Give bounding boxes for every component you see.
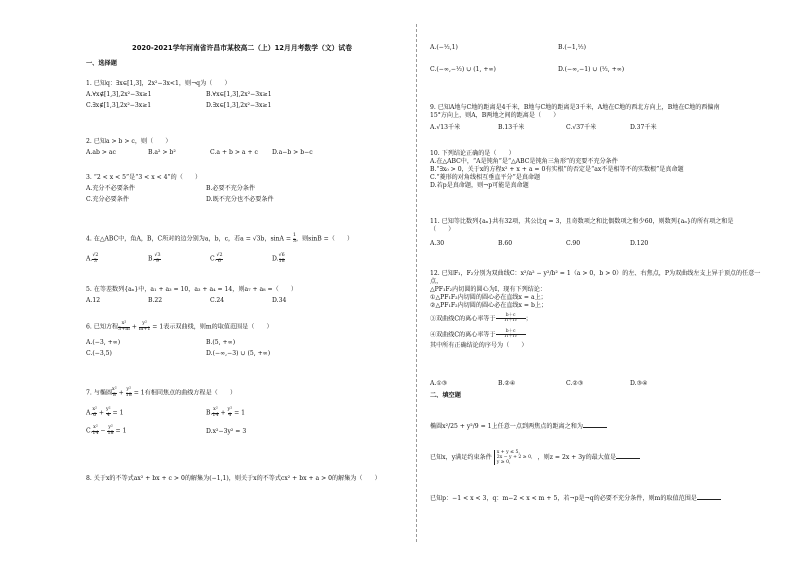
option-b[interactable]: B.(−1,½) bbox=[558, 44, 586, 51]
option-c[interactable]: C.√37千米 bbox=[566, 124, 597, 131]
statement-4: ④双曲线C的离心率等于 $\frac{b+c}{\text{r₁＋r₂}}$ bbox=[430, 330, 760, 340]
question-6 bbox=[86, 321, 398, 357]
question-12 bbox=[430, 270, 761, 387]
question-8 bbox=[86, 475, 398, 483]
option-b[interactable]: B. $\frac{√3}{9}$ bbox=[148, 253, 161, 264]
answer-blank[interactable] bbox=[616, 453, 640, 459]
option-d[interactable]: D.x²−3y² = 3 bbox=[206, 428, 247, 435]
option-c[interactable]: C.(−∞,−½) ∪ (1, +∞) bbox=[430, 66, 496, 73]
option-d[interactable]: D.a−b > b−c bbox=[272, 149, 313, 156]
option-a[interactable]: A.30 bbox=[430, 240, 445, 247]
option-b[interactable]: B.∀x∈[1,3],2x²−3x≥1 bbox=[206, 91, 272, 98]
option-a[interactable]: A.ab > ac bbox=[86, 149, 116, 156]
question-11-stem: 11. 已知等比数列{aₙ}共有32项，其公比q = 3，且奇数项之和比偶数项之和少60，则数列{aₙ}的所有项之和是 bbox=[430, 218, 734, 225]
option-b[interactable]: B.22 bbox=[148, 297, 163, 304]
question-12-stem: 12. 已知F₁，F₂分别为双曲线C：x²/a² − y²/b² = 1（a > 0，b > 0）的左、右焦点，P为双曲线左支上异于顶点的任意一 bbox=[430, 270, 761, 277]
option-b[interactable]: B.②④ bbox=[498, 380, 516, 387]
option-a[interactable]: A.∀x∉[1,3],2x²−3x≥1 bbox=[86, 91, 152, 98]
option-a[interactable]: A.(−½,1) bbox=[430, 44, 458, 51]
question-13: 椭圆x²/25 + y²/9 = 1上任意一点到两焦点的距离之和为 bbox=[430, 422, 760, 431]
option-a[interactable]: A.充分不必要条件 bbox=[86, 185, 135, 192]
question-11 bbox=[430, 218, 760, 247]
option-b[interactable]: B.必要不充分条件 bbox=[206, 185, 256, 192]
option-d[interactable]: D.34 bbox=[272, 297, 287, 304]
option-c[interactable]: C.“菱形的对角线相互垂直平分”是真命题 bbox=[430, 174, 541, 181]
option-d[interactable]: D.37千米 bbox=[630, 124, 657, 131]
question-2 bbox=[86, 138, 398, 156]
option-b[interactable]: B.a² > b² bbox=[148, 149, 176, 156]
question-9-stem-cont: 15°方向上，则A，B两地之间的距离是（ ） bbox=[430, 112, 560, 119]
question-5 bbox=[86, 286, 398, 304]
question-5-stem: 5. 在等差数列{aₙ}中，a₁ + a₃ = 10，a₃ + a₄ = 14，则a₇ + a₈ =（ ） bbox=[86, 286, 297, 293]
option-d[interactable]: D. $\frac{√6}{18}$ bbox=[272, 253, 285, 264]
option-c[interactable]: C. $\frac{√2}{6}$ bbox=[210, 253, 223, 264]
option-a[interactable]: A.√13千米 bbox=[430, 124, 461, 131]
question-10-stem: 10. 下列结论正确的是（ ） bbox=[430, 150, 515, 157]
option-a[interactable]: A.12 bbox=[86, 297, 101, 304]
option-a[interactable]: A. $\frac{√2}{3}$ bbox=[86, 253, 99, 264]
option-c[interactable]: C. $\frac{\text{x²}}{14}$ − $\frac{\text{y²}}{18}$ = 1 bbox=[86, 425, 127, 436]
option-d[interactable]: D.若p是真命题，则¬p可能是真命题 bbox=[430, 182, 529, 189]
question-15: 已知p：−1 < x < 3，q：m−2 < x < m + 5，若¬p是¬q的必要不充分条件，则m的取值范围是 bbox=[430, 494, 760, 503]
question-12-prompt: 其中所有正确结论的序号为（ ） bbox=[430, 341, 528, 349]
question-6-stem: 6. 已知方程 $\frac{\text{x²}}{3+m}$ + $\frac{\text{y²}}{m+1}$ = 1表示双曲线，则m的取值范围是（ ） bbox=[86, 321, 273, 332]
option-a[interactable]: A. $\frac{\text{x²}}{6}$ + $\frac{\text{y²}}{4}$ = 1 bbox=[86, 407, 124, 418]
option-b[interactable]: B.13千米 bbox=[498, 124, 525, 131]
question-7-stem: 7. 与椭圆 $\frac{\text{x²}}{8}$ + $\frac{\text{y²}}{18}$ = 1有相同焦点的曲线方程是（ ） bbox=[86, 387, 237, 398]
option-a[interactable]: A.(−3, +∞) bbox=[86, 339, 121, 346]
statement-2: ②△PF₁F₂内切圆的圆心必在直线x = b上； bbox=[430, 302, 548, 309]
section-choice-heading: 一、选择题 bbox=[86, 60, 117, 67]
option-c[interactable]: C.(−3,5) bbox=[86, 350, 112, 357]
option-b[interactable]: B.“∃x₀ > 0，关于x的方程x² + x + a = 0有实根”的否定是“ax不是相等不的实数根”是真命题 bbox=[430, 166, 684, 173]
question-1-stem: 1. 已知q：∃x∈[1,3]，2x²−3x<1，则¬q为（ ） bbox=[86, 80, 231, 87]
option-c[interactable]: C.a + b > a + c bbox=[210, 149, 258, 156]
question-12-line: 点， bbox=[430, 278, 443, 285]
option-d[interactable]: D.既不充分也不必要条件 bbox=[206, 196, 274, 203]
option-d[interactable]: D.(−∞,−1) ∪ (½, +∞) bbox=[558, 66, 625, 73]
option-c[interactable]: C.②③ bbox=[566, 380, 584, 387]
option-a[interactable]: A.①③ bbox=[430, 380, 448, 387]
question-4-stem: 4. 在△ABC中，角A，B，C所对的边分别为a，b，c，若a = √3b，sinA = $\frac{1}{3}$ ，则sinB =（ ） bbox=[86, 233, 354, 244]
question-9-stem: 9. 已知A地与C地的距离是4千米，B地与C地的距离是3千米，A地在C地的西北方向上，B地在C地的西偏南 bbox=[430, 104, 720, 111]
question-3 bbox=[86, 174, 398, 203]
question-8-stem: 8. 关于x的不等式ax² + bx + c > 0的解集为(−1,1)，则关于x的不等式cx² + bx + a > 0的解集为（ ） bbox=[86, 475, 381, 482]
option-d[interactable]: D.∃x∈[1,3],2x²−3x≥1 bbox=[206, 102, 272, 109]
question-4 bbox=[86, 233, 398, 264]
question-14: 已知x，y满足约束条件 x + y ≤ 5， 2x − y + 2 ≥ 0， y ≥ 0， ，则z = 2x + 3y的最大值是 bbox=[430, 450, 760, 465]
section-fill-heading: 二、填空题 bbox=[430, 392, 461, 399]
question-11-stem-cont: （ ） bbox=[430, 226, 455, 233]
column-divider bbox=[416, 24, 417, 542]
question-12-line: △PF₁F₂内切圆的圆心为I，现有下列结论： bbox=[430, 286, 546, 293]
option-d[interactable]: D.120 bbox=[630, 240, 649, 247]
question-1 bbox=[86, 80, 398, 109]
option-c[interactable]: C.∃x∉[1,3],2x²−3x≥1 bbox=[86, 102, 152, 109]
option-d[interactable]: D.(−∞,−3) ∪ (5, +∞) bbox=[206, 350, 271, 357]
exam-title: 2020-2021学年河南省许昌市某校高二（上）12月月考数学（文）试卷 bbox=[131, 44, 353, 52]
option-b[interactable]: B. $\frac{\text{x²}}{14}$ + $\frac{\text{y²}}{4}$ = 1 bbox=[206, 407, 246, 418]
answer-blank[interactable] bbox=[697, 494, 721, 500]
answer-blank[interactable] bbox=[583, 422, 607, 428]
constraint-system: x + y ≤ 5， 2x − y + 2 ≥ 0， y ≥ 0， bbox=[494, 450, 536, 465]
option-b[interactable]: B.60 bbox=[498, 240, 513, 247]
statement-3: ③双曲线C的离心率等于 $\frac{b+c}{\text{r₁＋r₂}}$ ； bbox=[430, 313, 532, 324]
question-9 bbox=[430, 104, 760, 131]
question-3-stem: 3. “2 < x < 5”是“3 < x < 4”的（ ） bbox=[86, 174, 202, 181]
option-a[interactable]: A.在△ABC中，“A是钝角”是“△ABC是钝角三角形”的充要不充分条件 bbox=[430, 158, 618, 165]
option-d[interactable]: D.③④ bbox=[630, 380, 648, 387]
question-10 bbox=[430, 150, 760, 190]
question-2-stem: 2. 已知a > b > c，则（ ） bbox=[86, 138, 172, 145]
question-7 bbox=[86, 387, 398, 436]
option-c[interactable]: C.充分必要条件 bbox=[86, 196, 129, 203]
fraction: $\frac{1}{3}$ bbox=[292, 233, 296, 244]
option-c[interactable]: C.24 bbox=[210, 297, 225, 304]
statement-1: ①△PF₁F₂内切圆的圆心必在直线x = a上； bbox=[430, 294, 547, 301]
option-c[interactable]: C.90 bbox=[566, 240, 581, 247]
option-b[interactable]: B.(5, +∞) bbox=[206, 339, 236, 346]
